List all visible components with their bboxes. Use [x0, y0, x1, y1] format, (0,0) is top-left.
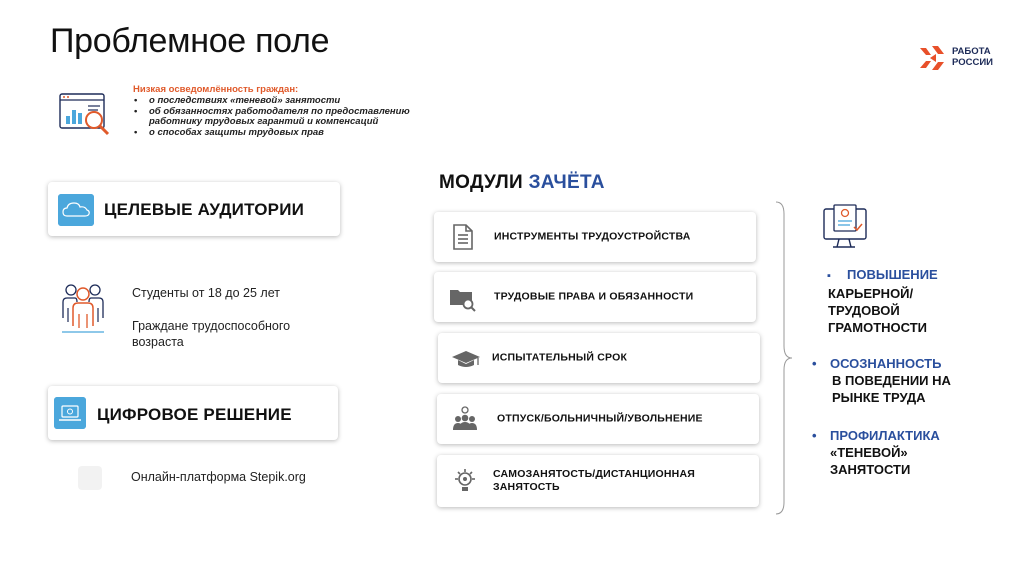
page-title: Проблемное поле: [50, 22, 330, 60]
module-card-leave[interactable]: [437, 394, 759, 444]
result-1-highlight: ПОВЫШЕНИЕ: [847, 267, 938, 282]
result-1-text: КАРЬЕРНОЙ/ ТРУДОВОЙ ГРАМОТНОСТИ: [828, 286, 928, 335]
target-audiences-card: [48, 182, 340, 236]
result-awareness: • ОСОЗНАННОСТЬ В ПОВЕДЕНИИ НА РЫНКЕ ТРУДА: [812, 355, 1012, 406]
audience-citizens: Граждане трудоспособного возраста: [132, 319, 291, 349]
target-audiences-label: ЦЕЛЕВЫЕ АУДИТОРИИ: [104, 200, 305, 219]
logo-line-1: РАБОТА: [952, 46, 991, 57]
gear-bulb-icon: [450, 465, 480, 495]
curly-brace: [772, 200, 796, 516]
logo-line-2: РОССИИ: [952, 57, 993, 68]
analytics-monitor-icon: [58, 90, 116, 136]
result-3-text: «ТЕНЕВОЙ» ЗАНЯТОСТИ: [830, 445, 911, 477]
graduation-cap-icon: [451, 343, 481, 373]
result-career-literacy: ▪ ПОВЫШЕНИЕ КАРЬЕРНОЙ/ ТРУДОВОЙ ГРАМОТНОСТИ: [812, 266, 1012, 336]
cloud-icon: [58, 194, 94, 226]
folder-search-icon: [447, 282, 477, 312]
modules-title-accent: ЗАЧЁТА: [528, 172, 605, 193]
module-label: ТРУДОВЫЕ ПРАВА И ОБЯЗАННОСТИ: [494, 290, 694, 303]
document-icon: [447, 222, 477, 252]
result-2-highlight: ОСОЗНАННОСТЬ: [830, 356, 942, 371]
digital-solution-card: [48, 386, 338, 440]
laptop-icon: [54, 397, 86, 429]
result-2-text: В ПОВЕДЕНИИ НА РЫНКЕ ТРУДА: [832, 373, 951, 405]
people-group-icon: [58, 278, 108, 334]
rabota-rossii-logo: [918, 44, 1008, 72]
modules-title: [439, 172, 605, 194]
module-label: ИСПЫТАТЕЛЬНЫЙ СРОК: [492, 351, 628, 364]
result-3-highlight: ПРОФИЛАКТИКА: [830, 428, 940, 443]
resume-monitor-icon: [822, 203, 876, 253]
modules-title-part1: МОДУЛИ: [439, 172, 529, 193]
module-card-employment-tools[interactable]: [434, 212, 756, 262]
logo-mark-icon: [918, 44, 948, 72]
module-label: ОТПУСК/БОЛЬНИЧНЫЙ/УВОЛЬНЕНИЕ: [497, 412, 703, 425]
platform-text: Онлайн-платформа Stepik.org: [131, 470, 306, 484]
module-label: ИНСТРУМЕНТЫ ТРУДОУСТРОЙСТВА: [494, 230, 691, 243]
team-icon: [450, 404, 480, 434]
problem-title: Низкая осведомлённость граждан:: [133, 84, 299, 95]
module-card-self-employment[interactable]: [437, 455, 759, 507]
audience-students: Студенты от 18 до 25 лет: [132, 286, 280, 300]
digital-solution-label: ЦИФРОВОЕ РЕШЕНИЕ: [97, 405, 292, 424]
module-card-probation[interactable]: [438, 333, 760, 383]
stepik-icon: [78, 466, 102, 490]
module-card-labor-rights[interactable]: [434, 272, 756, 322]
problem-item: • о последствиях «теневой» занятости: [133, 96, 453, 107]
result-prevention: • ПРОФИЛАКТИКА «ТЕНЕВОЙ» ЗАНЯТОСТИ: [812, 427, 1012, 478]
problem-list: [133, 96, 453, 138]
problem-item: • о способах защиты трудовых прав: [133, 128, 453, 139]
problem-item: • об обязанностях работодателя по предоставлению работнику трудовых гарантий и компенсаций: [133, 107, 453, 128]
module-label: САМОЗАНЯТОСТЬ/ДИСТАНЦИОННАЯ ЗАНЯТОСТЬ: [493, 468, 695, 493]
